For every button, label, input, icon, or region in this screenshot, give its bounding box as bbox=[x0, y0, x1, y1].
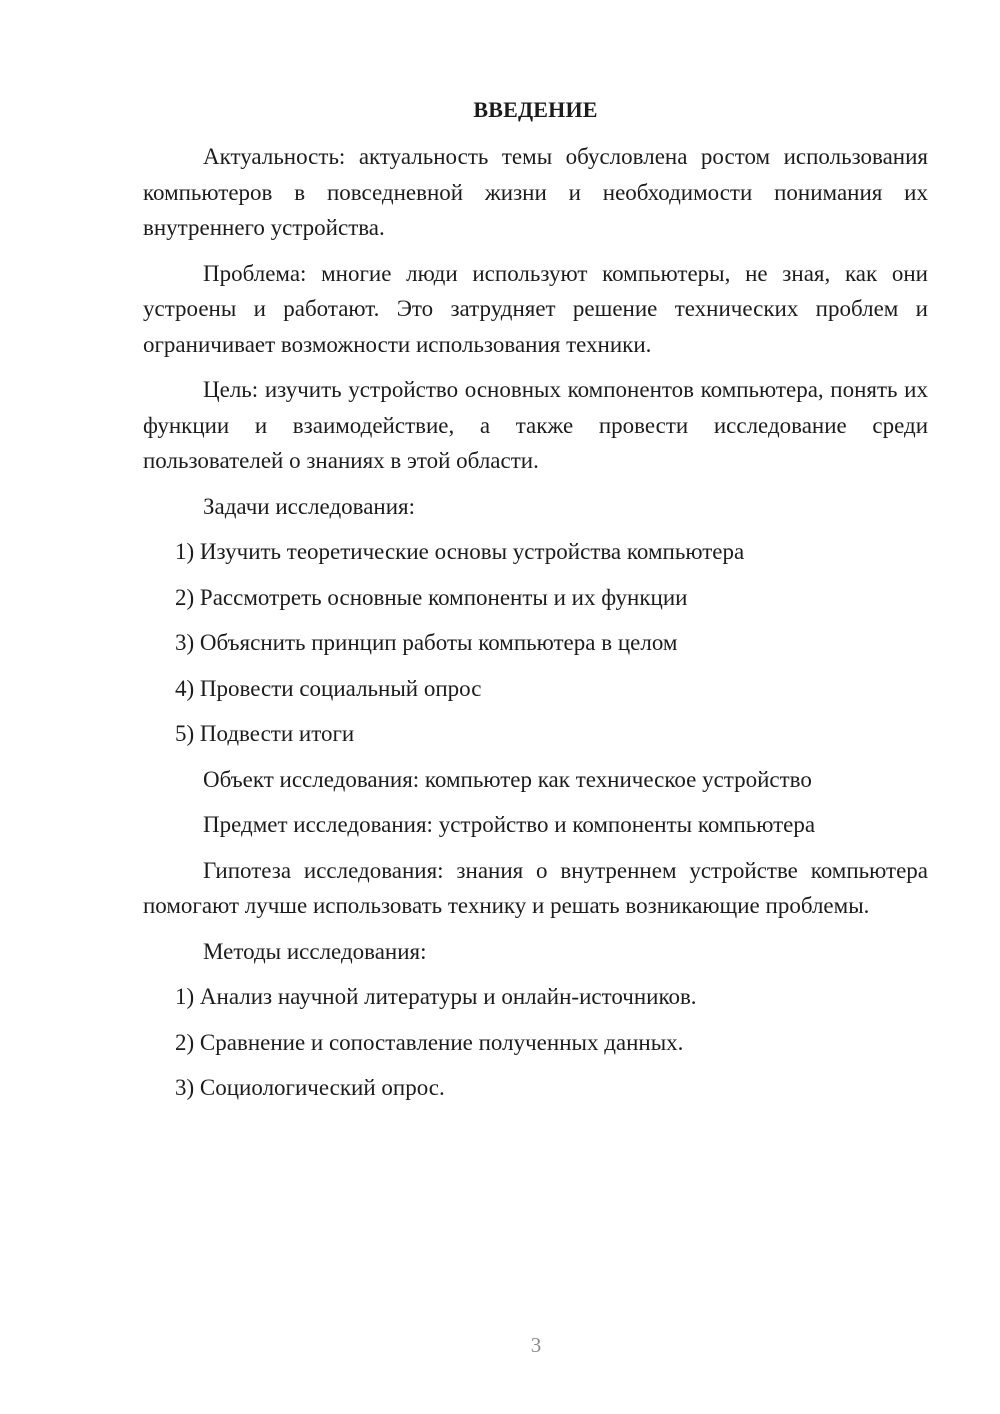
problem-paragraph: Проблема: многие люди используют компьютеры, не зная, как они устроены и работают. Это затрудняет решение технических проблем и ограничивает возможности использования техники. bbox=[143, 260, 928, 357]
task-item: 3) Объяснить принцип работы компьютера в целом bbox=[175, 630, 678, 655]
task-item: 2) Рассмотреть основные компоненты и их функции bbox=[175, 584, 688, 610]
task-item: 5) Подвести итоги bbox=[175, 721, 355, 746]
task-item: 1) Изучить теоретические основы устройства компьютера bbox=[175, 539, 745, 564]
page-content bbox=[143, 95, 928, 1116]
tasks-heading: Задачи исследования: bbox=[203, 493, 416, 519]
method-item: 3) Социологический опрос. bbox=[175, 1075, 445, 1100]
method-item: 1) Анализ научной литературы и онлайн-источников. bbox=[175, 984, 697, 1009]
page-number: 3 bbox=[530, 1333, 542, 1357]
method-item: 2) Сравнение и сопоставление полученных данных. bbox=[175, 1029, 684, 1055]
goal-paragraph: Цель: изучить устройство основных компонентов компьютера, понять их функции и взаимодействие, а также провести исследование среди пользователей о знаниях в этой области. bbox=[143, 377, 928, 473]
subject-line: Предмет исследования: устройство и компоненты компьютера bbox=[203, 812, 816, 837]
task-item: 4) Провести социальный опрос bbox=[175, 675, 482, 701]
hypothesis-paragraph: Гипотеза исследования: знания о внутреннем устройстве компьютера помогают лучше использовать технику и решать возникающие проблемы. bbox=[143, 857, 928, 918]
page-title: ВВЕДЕНИЕ bbox=[473, 97, 598, 122]
object-line: Объект исследования: компьютер как техническое устройство bbox=[203, 766, 812, 792]
methods-heading: Методы исследования: bbox=[203, 938, 427, 964]
relevance-paragraph: Актуальность: актуальность темы обусловлена ростом использования компьютеров в повседневной жизни и необходимости понимания их внутреннего устройства. bbox=[143, 144, 928, 240]
